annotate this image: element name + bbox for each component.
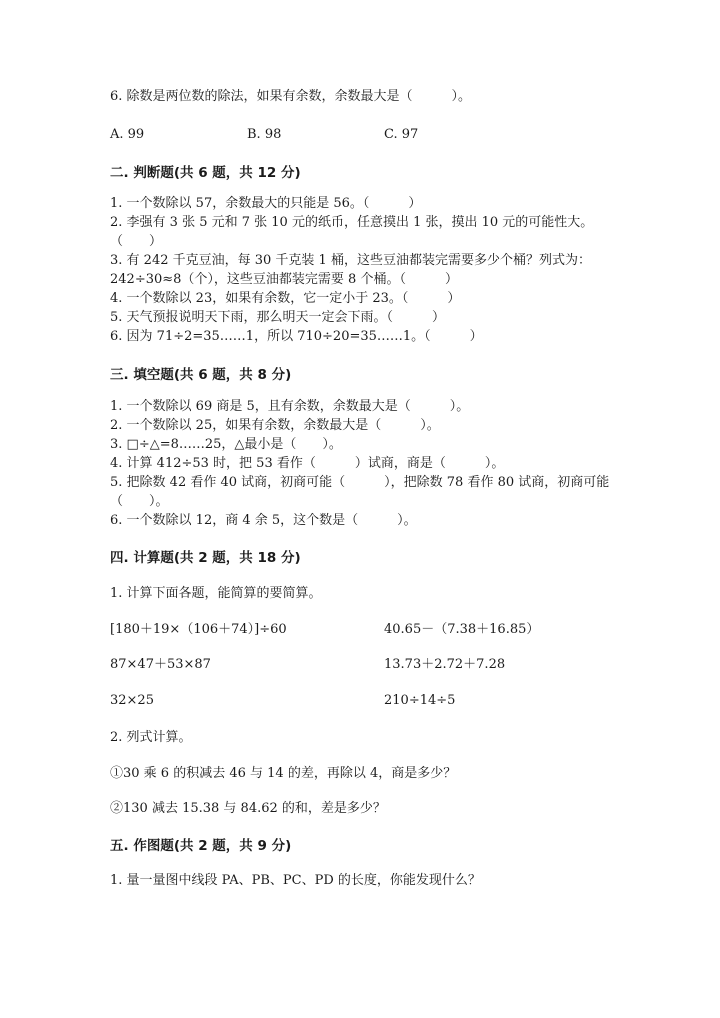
judge-item-4: 4. 一个数除以 23，如果有余数，它一定小于 23。（ ）	[110, 291, 461, 306]
calc-expr: 13.73＋2.72＋7.28	[384, 657, 506, 672]
calc-expr: [180＋19×（106＋74）]÷60	[110, 622, 287, 637]
judge-item-3: 3. 有 242 千克豆油，每 30 千克装 1 桶，这些豆油都装完需要多少个桶？列式为：242÷30≈8（个），这些豆油都装完需要 8 个桶。（ ）	[110, 253, 591, 287]
choice-question-6: 6. 除数是两位数的除法，如果有余数，余数最大是（ ）。	[110, 89, 472, 104]
option-a: A. 99	[110, 127, 145, 142]
judge-item-6: 6. 因为 71÷2=35……1，所以 710÷20=35……1。（ ）	[110, 329, 483, 344]
calc-expr: 40.65－（7.38＋16.85）	[384, 622, 540, 637]
calc-question-1: 1. 计算下面各题，能简算的要简算。	[110, 586, 322, 601]
calc-expr: 32×25	[110, 693, 154, 708]
section-title-fill: 三. 填空题(共 6 题，共 8 分)	[110, 367, 292, 383]
calc-question-2: 2. 列式计算。	[110, 730, 192, 745]
fill-item-6: 6. 一个数除以 12，商 4 余 5，这个数是（ ）。	[110, 513, 417, 528]
fill-item-5: 5. 把除数 42 看作 40 试商，初商可能（ ），把除数 78 看作 80 试商，初商可能（ ）。	[110, 475, 610, 509]
draw-question-1: 1. 量一量图中线段 PA、PB、PC、PD 的长度，你能发现什么？	[110, 873, 481, 888]
calc-expr: 210÷14÷5	[384, 693, 456, 708]
option-c: C. 97	[384, 127, 419, 142]
judge-item-2: 2. 李强有 3 张 5 元和 7 张 10 元的纸币，任意摸出 1 张，摸出 10 元的可能性大。 （ ）	[110, 215, 613, 249]
section-title-calc: 四. 计算题(共 2 题，共 18 分)	[110, 550, 301, 566]
option-b: B. 98	[247, 127, 282, 142]
section-title-draw: 五. 作图题(共 2 题，共 9 分)	[110, 838, 292, 854]
calc-q2-item-2: ②130 减去 15.38 与 84.62 的和，差是多少？	[110, 801, 386, 816]
calc-q2-item-1: ①30 乘 6 的积减去 46 与 14 的差，再除以 4，商是多少？	[110, 766, 457, 781]
fill-item-4: 4. 计算 412÷53 时，把 53 看作（ ）试商，商是（ ）。	[110, 456, 505, 471]
section-title-judge: 二. 判断题(共 6 题，共 12 分)	[110, 165, 301, 181]
judge-item-1: 1. 一个数除以 57，余数最大的只能是 56。（ ）	[110, 196, 422, 211]
calc-expr: 87×47＋53×87	[110, 657, 211, 672]
fill-item-1: 1. 一个数除以 69 商是 5，且有余数，余数最大是（ ）。	[110, 399, 470, 414]
judge-item-5: 5. 天气预报说明天下雨，那么明天一定会下雨。（ ）	[110, 310, 446, 325]
fill-item-3: 3. □÷△=8……25，△最小是（ ）。	[110, 437, 342, 452]
fill-item-2: 2. 一个数除以 25，如果有余数，余数最大是（ ）。	[110, 418, 440, 433]
